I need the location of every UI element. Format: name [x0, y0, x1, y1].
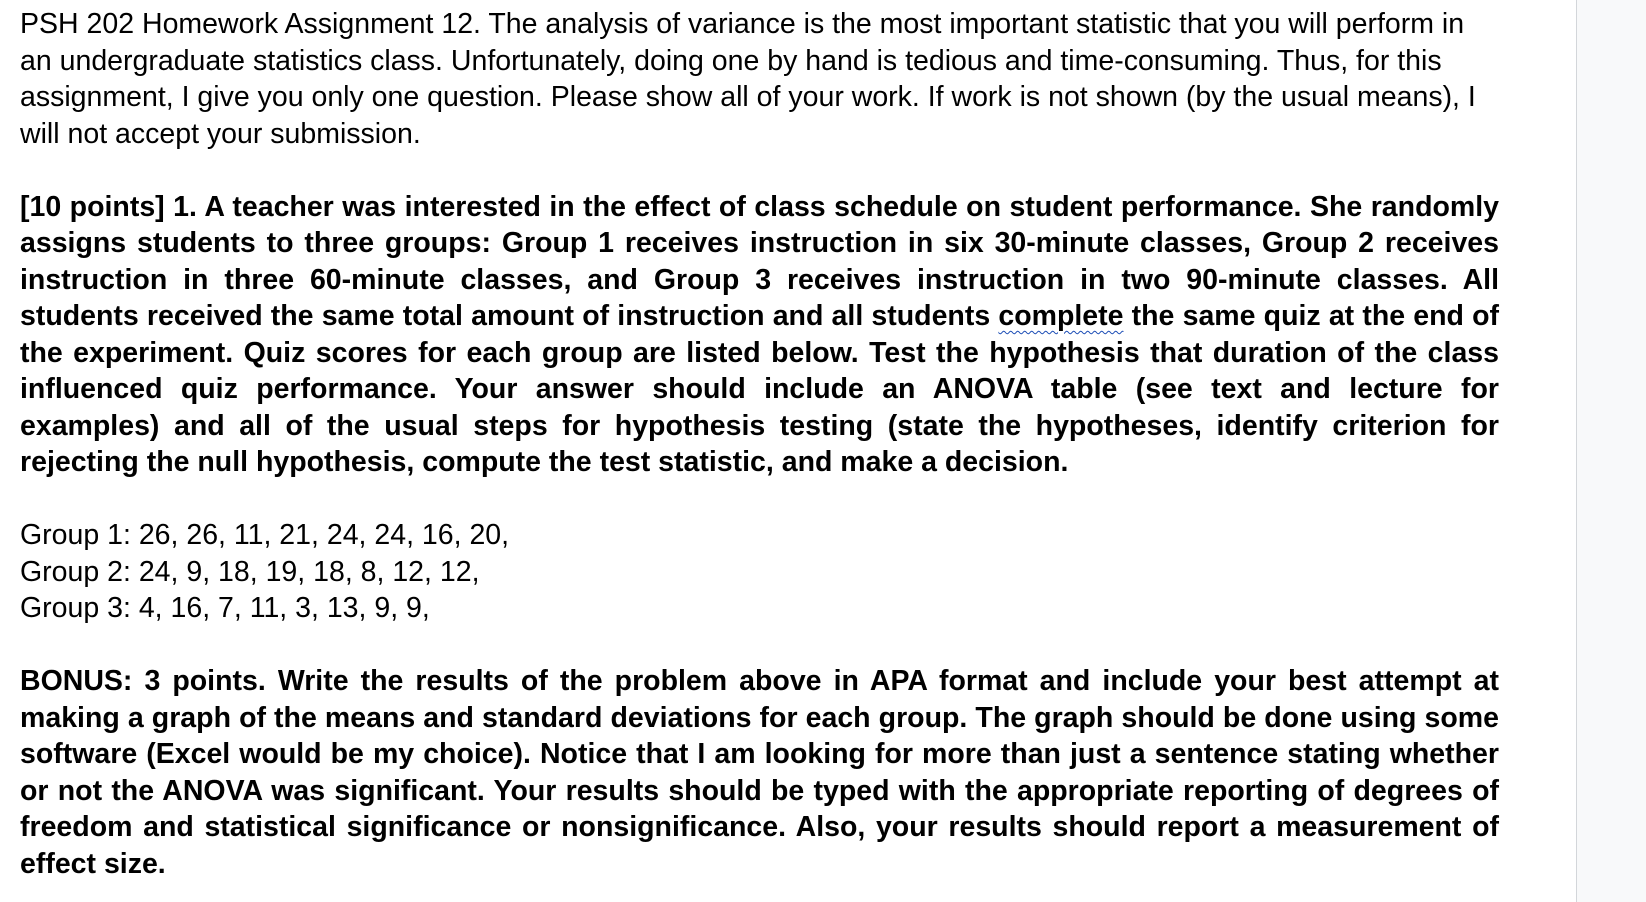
question-text-start: [10 points] 1. A teacher was interested in the effect of class schedule on student performance. She randomly assigns students to three groups: Group 1 receives instruction in six 30-minute classes, Group 2 receives instruction in three 60-minute classes, and Group 3 receives instruction in two 90-minute classes. All students received the same total amount of instruction and all students	[20, 190, 1499, 332]
bonus-paragraph[interactable]: BONUS: 3 points. Write the results of the problem above in APA format and include your best attempt at making a graph of the means and standard deviations for each group. The graph should be done using some software (Excel would be my choice). Notice that I am looking for more than just a sentence stating whether or not the ANOVA was significant. Your results should be typed with the appropriate reporting of degrees of freedom and statistical significance or nonsignificance. Also, your results should report a measurement of effect size.	[20, 665, 1499, 880]
group-1-scores[interactable]: Group 1: 26, 26, 11, 21, 24, 24, 16, 20,	[20, 519, 510, 551]
question-text-end: the same quiz at the end of the experiment. Quiz scores for each group are listed below. Test the hypothesis that duration of the class influenced quiz performance. Your answer should include an ANOVA table (see text and lecture for examples) and all of the usual steps for hypothesis testing (state the hypotheses, identify criterion for rejecting the null hypothesis, compute the test statistic, and make a decision.	[20, 300, 1500, 478]
group-scores-list	[20, 517, 1499, 627]
document-body[interactable]	[20, 6, 1499, 902]
group-2-scores[interactable]: Group 2: 24, 9, 18, 19, 18, 8, 12, 12,	[20, 555, 480, 588]
intro-paragraph[interactable]: PSH 202 Homework Assignment 12. The analysis of variance is the most important statistic that you will perform in an undergraduate statistics class. Unfortunately, doing one by hand is tedious and time-consuming. Thus, for this assignment, I give you only one question. Please show all of your work. If work is not shown (by the usual means), I will not accept your submission.	[20, 8, 1476, 150]
question-paragraph[interactable]	[20, 189, 1499, 481]
spellcheck-flagged-word[interactable]: complete	[998, 300, 1124, 332]
right-side-gutter	[1576, 0, 1646, 902]
group-3-scores[interactable]: Group 3: 4, 16, 7, 11, 3, 13, 9, 9,	[20, 592, 430, 624]
